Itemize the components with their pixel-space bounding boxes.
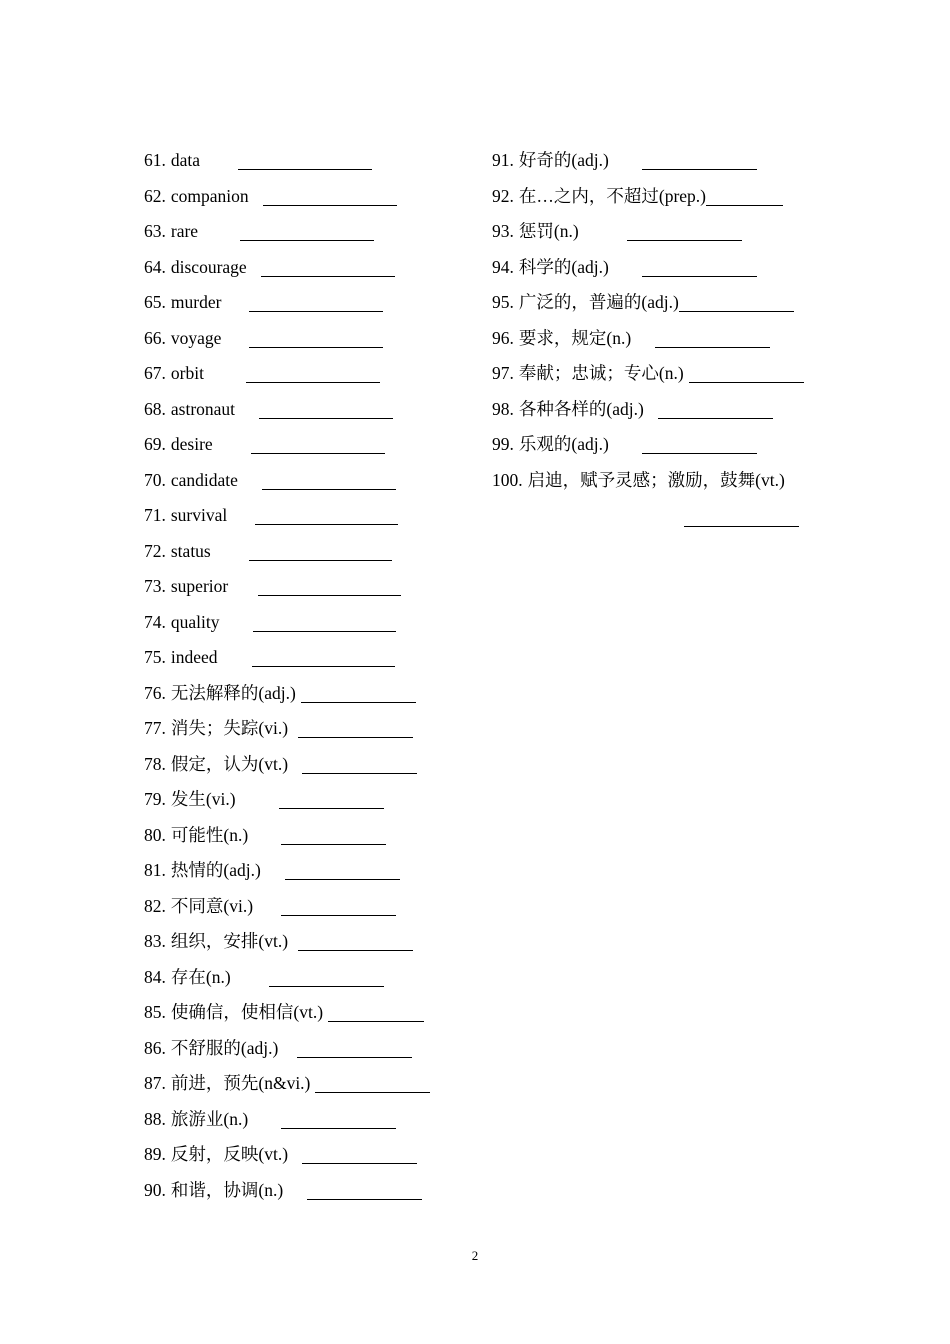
answer-blank[interactable] bbox=[285, 878, 400, 880]
item-number: 88. bbox=[144, 1108, 166, 1129]
answer-blank[interactable] bbox=[255, 523, 398, 525]
list-item bbox=[492, 143, 822, 179]
answer-blank[interactable] bbox=[689, 381, 804, 383]
list-item bbox=[144, 640, 474, 676]
item-term: 和谐，协调(n.) bbox=[170, 1179, 284, 1200]
answer-blank[interactable] bbox=[658, 417, 773, 419]
item-number: 100. bbox=[492, 469, 523, 490]
answer-blank[interactable] bbox=[253, 630, 396, 632]
item-term: 发生(vi.) bbox=[170, 789, 236, 809]
list-item bbox=[492, 179, 822, 215]
list-item bbox=[492, 285, 822, 321]
answer-blank[interactable] bbox=[301, 701, 416, 703]
item-number: 71. bbox=[144, 505, 166, 525]
answer-blank[interactable] bbox=[261, 275, 395, 277]
item-term: orbit bbox=[170, 363, 204, 383]
answer-blank[interactable] bbox=[246, 381, 380, 383]
item-term: 存在(n.) bbox=[170, 966, 231, 987]
answer-blank[interactable] bbox=[263, 204, 397, 206]
item-number: 61. bbox=[144, 150, 166, 170]
list-item bbox=[144, 818, 474, 854]
item-term: 不舒服的(adj.) bbox=[170, 1037, 279, 1058]
item-term: rare bbox=[170, 221, 199, 241]
answer-blank[interactable] bbox=[706, 204, 783, 206]
left-column bbox=[144, 143, 474, 1208]
item-term: quality bbox=[170, 611, 220, 632]
list-item bbox=[144, 250, 474, 286]
answer-blank[interactable] bbox=[298, 949, 413, 951]
item-number: 69. bbox=[144, 434, 166, 454]
answer-blank[interactable] bbox=[302, 772, 417, 774]
right-column bbox=[492, 143, 822, 534]
answer-blank[interactable] bbox=[269, 985, 384, 987]
list-item bbox=[144, 179, 474, 215]
list-item bbox=[144, 356, 474, 392]
list-item bbox=[144, 569, 474, 605]
list-item bbox=[144, 924, 474, 960]
item-number: 80. bbox=[144, 824, 166, 845]
item-term: 启迪，赋予灵感；激励，鼓舞(vt.) bbox=[527, 469, 785, 490]
item-number: 99. bbox=[492, 434, 514, 454]
item-number: 97. bbox=[492, 363, 514, 383]
item-number: 63. bbox=[144, 221, 166, 241]
item-term: astronaut bbox=[170, 398, 236, 419]
item-number: 72. bbox=[144, 540, 166, 561]
list-item bbox=[492, 463, 822, 499]
answer-blank[interactable] bbox=[249, 310, 383, 312]
page-number: 2 bbox=[471, 1248, 479, 1263]
item-number: 84. bbox=[144, 966, 166, 987]
list-item bbox=[492, 250, 822, 286]
item-term: 可能性(n.) bbox=[170, 824, 249, 845]
list-item bbox=[144, 747, 474, 783]
item-number: 73. bbox=[144, 576, 166, 596]
item-number: 65. bbox=[144, 292, 166, 312]
list-item bbox=[492, 427, 822, 463]
list-item bbox=[144, 782, 474, 818]
item-number: 68. bbox=[144, 398, 166, 419]
item-number: 76. bbox=[144, 682, 166, 703]
item-number: 83. bbox=[144, 931, 166, 951]
item-number: 85. bbox=[144, 1002, 166, 1022]
item-term: 广泛的，普遍的(adj.) bbox=[518, 292, 679, 312]
item-term: 要求，规定(n.) bbox=[518, 327, 632, 348]
answer-blank[interactable] bbox=[315, 1091, 430, 1093]
item-term: 奉献；忠诚；专心(n.) bbox=[518, 363, 684, 383]
list-item bbox=[144, 1031, 474, 1067]
item-number: 93. bbox=[492, 221, 514, 241]
list-item bbox=[144, 427, 474, 463]
list-item-continuation bbox=[492, 498, 822, 534]
item-number: 75. bbox=[144, 647, 166, 667]
answer-blank[interactable] bbox=[627, 239, 742, 241]
answer-blank[interactable] bbox=[281, 843, 386, 845]
item-term: candidate bbox=[170, 469, 238, 490]
answer-blank[interactable] bbox=[249, 346, 383, 348]
item-term: voyage bbox=[170, 327, 222, 348]
item-term: 前进，预先(n&vi.) bbox=[170, 1073, 311, 1093]
answer-blank[interactable] bbox=[251, 452, 385, 454]
answer-blank[interactable] bbox=[279, 807, 384, 809]
answer-blank[interactable] bbox=[684, 525, 799, 527]
list-item bbox=[144, 605, 474, 641]
answer-blank[interactable] bbox=[262, 488, 396, 490]
item-term: 惩罚(n.) bbox=[518, 221, 579, 241]
answer-blank[interactable] bbox=[259, 417, 393, 419]
list-item bbox=[144, 995, 474, 1031]
answer-blank[interactable] bbox=[642, 168, 757, 170]
list-item bbox=[492, 392, 822, 428]
answer-blank[interactable] bbox=[240, 239, 374, 241]
item-number: 87. bbox=[144, 1073, 166, 1093]
item-term: murder bbox=[170, 292, 222, 312]
item-term: 不同意(vi.) bbox=[170, 895, 254, 916]
list-item bbox=[492, 321, 822, 357]
item-number: 90. bbox=[144, 1179, 166, 1200]
answer-blank[interactable] bbox=[258, 594, 401, 596]
item-term: desire bbox=[170, 434, 213, 454]
answer-blank[interactable] bbox=[281, 1127, 396, 1129]
item-term: 热情的(adj.) bbox=[170, 860, 261, 880]
list-item bbox=[144, 1102, 474, 1138]
item-number: 86. bbox=[144, 1037, 166, 1058]
item-term: 假定，认为(vt.) bbox=[170, 753, 289, 774]
list-item bbox=[144, 676, 474, 712]
list-item bbox=[144, 534, 474, 570]
item-number: 66. bbox=[144, 327, 166, 348]
answer-blank[interactable] bbox=[307, 1198, 422, 1200]
item-number: 82. bbox=[144, 895, 166, 916]
item-number: 67. bbox=[144, 363, 166, 383]
item-number: 70. bbox=[144, 469, 166, 490]
item-number: 79. bbox=[144, 789, 166, 809]
item-number: 74. bbox=[144, 611, 166, 632]
item-number: 91. bbox=[492, 150, 514, 170]
list-item bbox=[144, 1066, 474, 1102]
item-number: 95. bbox=[492, 292, 514, 312]
answer-blank[interactable] bbox=[281, 914, 396, 916]
item-number: 92. bbox=[492, 185, 514, 206]
item-number: 81. bbox=[144, 860, 166, 880]
item-term: survival bbox=[170, 505, 228, 525]
list-item bbox=[144, 711, 474, 747]
answer-blank[interactable] bbox=[238, 168, 372, 170]
answer-blank[interactable] bbox=[298, 736, 413, 738]
answer-blank[interactable] bbox=[297, 1056, 412, 1058]
answer-blank[interactable] bbox=[302, 1162, 417, 1164]
list-item bbox=[492, 214, 822, 250]
list-item bbox=[144, 853, 474, 889]
list-item bbox=[144, 463, 474, 499]
item-number: 64. bbox=[144, 256, 166, 277]
item-number: 77. bbox=[144, 718, 166, 738]
answer-blank[interactable] bbox=[655, 346, 770, 348]
item-term: 组织，安排(vt.) bbox=[170, 931, 289, 951]
answer-blank[interactable] bbox=[642, 452, 757, 454]
item-term: indeed bbox=[170, 647, 218, 667]
list-item bbox=[144, 321, 474, 357]
answer-blank[interactable] bbox=[328, 1020, 424, 1022]
item-number: 62. bbox=[144, 185, 166, 206]
item-term: 乐观的(adj.) bbox=[518, 434, 609, 454]
answer-blank[interactable] bbox=[679, 310, 794, 312]
answer-blank[interactable] bbox=[642, 275, 757, 277]
list-item bbox=[144, 960, 474, 996]
item-term: 科学的(adj.) bbox=[518, 256, 609, 277]
item-term: status bbox=[170, 540, 211, 561]
item-number: 98. bbox=[492, 398, 514, 419]
item-term: discourage bbox=[170, 256, 247, 277]
item-term: 在…之内，不超过(prep.) bbox=[518, 185, 706, 206]
list-item bbox=[144, 498, 474, 534]
item-term: 无法解释的(adj.) bbox=[170, 682, 296, 703]
item-term: companion bbox=[170, 185, 249, 206]
list-item bbox=[144, 1173, 474, 1209]
item-term: 好奇的(adj.) bbox=[518, 150, 609, 170]
list-item bbox=[144, 143, 474, 179]
item-term: 旅游业(n.) bbox=[170, 1108, 249, 1129]
list-item bbox=[144, 214, 474, 250]
item-number: 94. bbox=[492, 256, 514, 277]
item-term: data bbox=[170, 150, 201, 170]
list-item bbox=[144, 285, 474, 321]
item-number: 89. bbox=[144, 1144, 166, 1164]
answer-blank[interactable] bbox=[249, 559, 392, 561]
list-item bbox=[492, 356, 822, 392]
answer-blank[interactable] bbox=[252, 665, 395, 667]
item-term: superior bbox=[170, 576, 229, 596]
list-item bbox=[144, 889, 474, 925]
list-item bbox=[144, 1137, 474, 1173]
item-term: 消失；失踪(vi.) bbox=[170, 718, 289, 738]
item-number: 96. bbox=[492, 327, 514, 348]
item-number: 78. bbox=[144, 753, 166, 774]
item-term: 反射，反映(vt.) bbox=[170, 1144, 289, 1164]
item-term: 使确信，使相信(vt.) bbox=[170, 1002, 324, 1022]
item-term: 各种各样的(adj.) bbox=[518, 398, 644, 419]
list-item bbox=[144, 392, 474, 428]
